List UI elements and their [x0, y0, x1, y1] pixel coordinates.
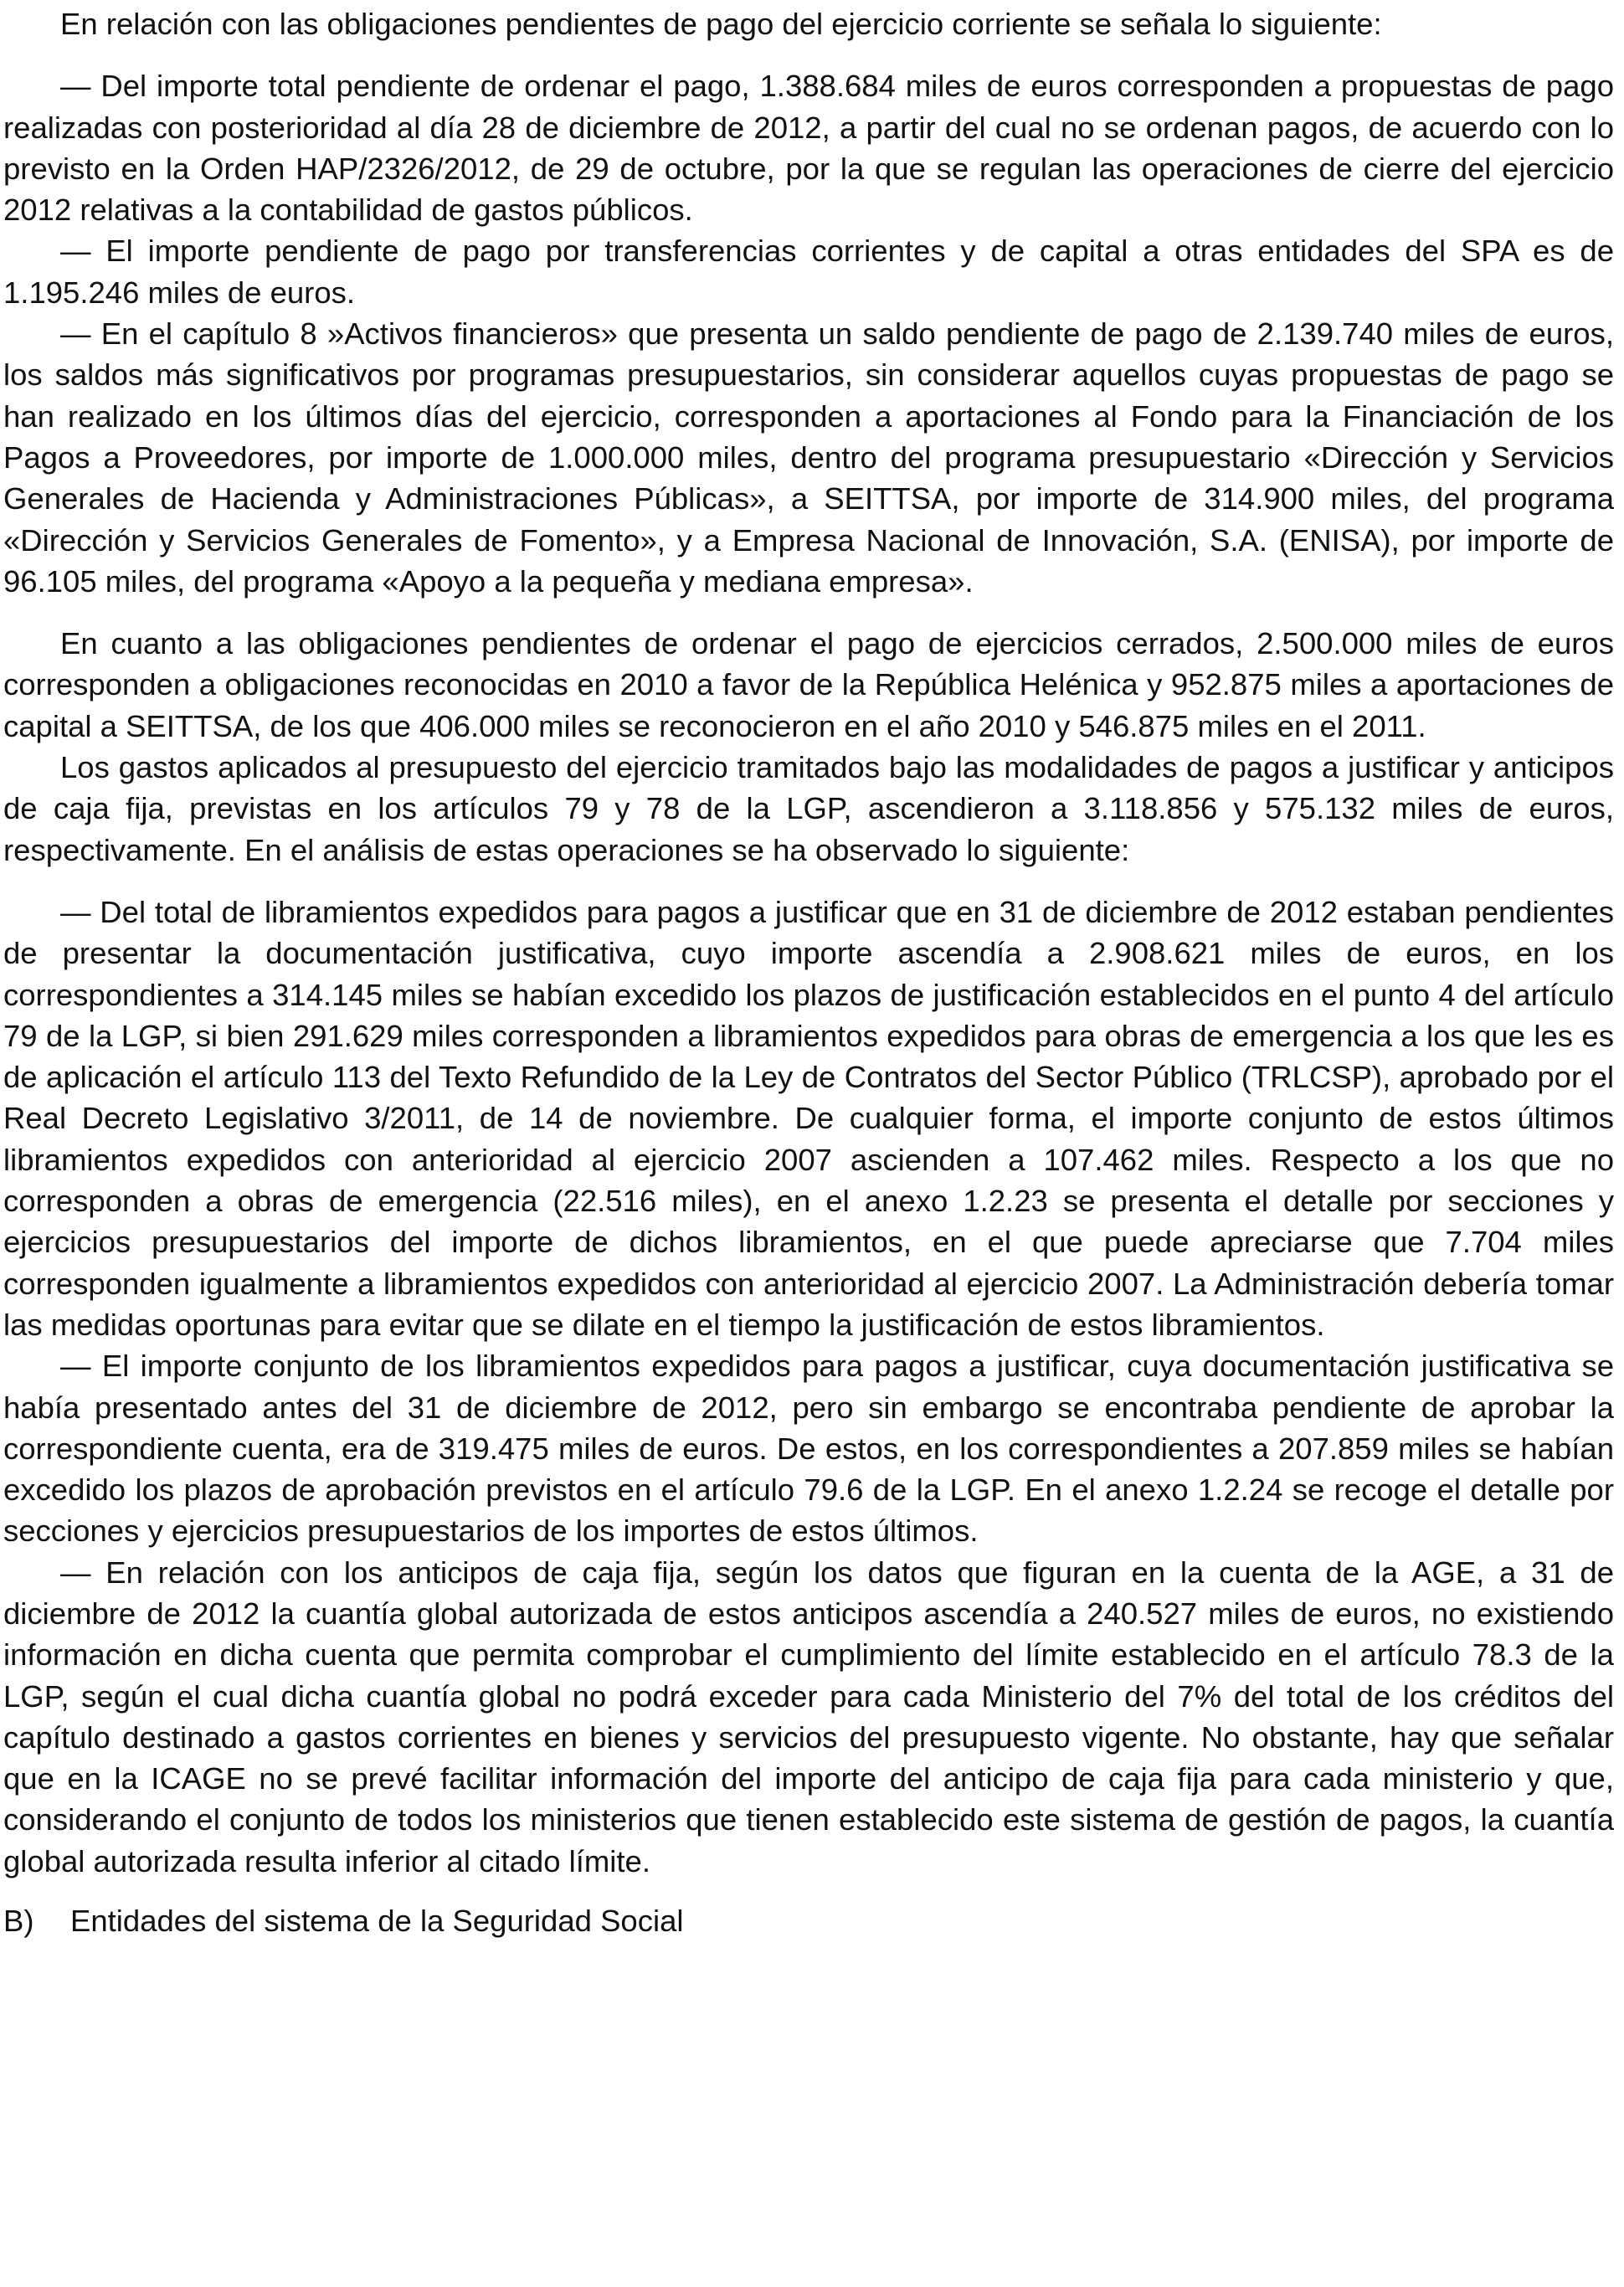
paragraph-warrants-pending-approval: — El importe conjunto de los libramientos expedidos para pagos a justificar, cuya documentación justificativa se había presentado antes del 31 de diciembre de 2012, pero sin embargo se encontraba pendiente de aprobar la correspondiente cuenta, era de 319.475 miles de euros. De estos, en los correspondientes a 207.859 miles se habían excedido los plazos de aprobación previstos en el artículo 79.6 de la LGP. En el anexo 1.2.24 se recoge el detalle por secciones y ejercicios presupuestarios de los importes de estos últimos.	[3, 1349, 1614, 1549]
section-heading-b	[3, 1900, 1614, 1941]
paragraph-payments-to-justify-intro: Los gastos aplicados al presupuesto del ejercicio tramitados bajo las modalidades de pagos a justificar y anticipos de caja fija, previstas en los artículos 79 y 78 de la LGP, ascendieron a 3.118.856 y 575.132 miles de euros, respectivamente. En el análisis de estas operaciones se ha observado lo siguiente:	[3, 750, 1614, 867]
section-title: Entidades del sistema de la Seguridad Social	[70, 1904, 684, 1939]
paragraph-warrants-pending-justification: — Del total de libramientos expedidos para pagos a justificar que en 31 de diciembre de 2012 estaban pendientes de presentar la documentación justificativa, cuyo importe ascendía a 2.908.621 miles de euros, en los correspondientes a 314.145 miles se habían excedido los plazos de justificación establecidos en el punto 4 del artículo 79 de la LGP, si bien 291.629 miles corresponden a libramientos expedidos para obras de emergencia a los que les es de aplicación el artículo 113 del Texto Refundido de la Ley de Contratos del Sector Público (TRLCSP), aprobado por el Real Decreto Legislativo 3/2011, de 14 de noviembre. De cualquier forma, el importe conjunto de estos últimos libramientos expedidos con anterioridad al ejercicio 2007 ascienden a 107.462 miles. Respecto a los que no corresponden a obras de emergencia (22.516 miles), en el anexo 1.2.23 se presenta el detalle por secciones y ejercicios presupuestarios del importe de dichos libramientos, en el que puede apreciarse que 7.704 miles corresponden igualmente a libramientos expedidos con anterioridad al ejercicio 2007. La Administración debería tomar las medidas oportunas para evitar que se dilate en el tiempo la justificación de estos libramientos.	[3, 894, 1614, 1342]
paragraph-chapter-8-financial-assets: — En el capítulo 8 »Activos financieros» que presenta un saldo pendiente de pago de 2.139.740 miles de euros, los saldos más significativos por programas presupuestarios, sin considerar aquellos cuyas propuestas de pago se han realizado en los últimos días del ejercicio, corresponden a aportaciones al Fondo para la Financiación de los Pagos a Proveedores, por importe de 1.000.000 miles, dentro del programa presupuestario «Dirección y Servicios Generales de Hacienda y Administraciones Públicas», a SEITTSA, por importe de 314.900 miles, del programa «Dirección y Servicios Generales de Fomento», y a Empresa Nacional de Innovación, S.A. (ENISA), por importe de 96.105 miles, del programa «Apoyo a la pequeña y mediana empresa».	[3, 316, 1614, 599]
paragraph-total-pending-order: — Del importe total pendiente de ordenar el pago, 1.388.684 miles de euros corresponden a propuestas de pago realizadas con posterioridad al día 28 de diciembre de 2012, a partir del cual no se ordenan pagos, de acuerdo con lo previsto en la Orden HAP/2326/2012, de 29 de octubre, por la que se regulan las operaciones de cierre del ejercicio 2012 relativas a la contabilidad de gastos públicos.	[3, 69, 1614, 228]
paragraph-transfers-pending: — El importe pendiente de pago por transferencias corrientes y de capital a otras entidades del SPA es de 1.195.246 miles de euros.	[3, 234, 1614, 310]
paragraph-fixed-cash-advances: — En relación con los anticipos de caja fija, según los datos que figuran en la cuenta de la AGE, a 31 de diciembre de 2012 la cuantía global autorizada de estos anticipos ascendía a 240.527 miles de euros, no existiendo información en dicha cuenta que permita comprobar el cumplimiento del límite establecido en el artículo 78.3 de la LGP, según el cual dicha cuantía global no podrá exceder para cada Ministerio del 7% del total de los créditos del capítulo destinado a gastos corrientes en bienes y servicios del presupuesto vigente. No obstante, hay que señalar que en la ICAGE no se prevé facilitar información del importe del anticipo de caja fija para cada ministerio y que, considerando el conjunto de todos los ministerios que tienen establecido este sistema de gestión de pagos, la cuantía global autorizada resulta inferior al citado límite.	[3, 1555, 1614, 1878]
paragraph-intro-pending-obligations: En relación con las obligaciones pendientes de pago del ejercicio corriente se señala lo siguiente:	[60, 7, 1382, 41]
section-letter: B)	[3, 1904, 34, 1939]
paragraph-closed-exercises: En cuanto a las obligaciones pendientes de ordenar el pago de ejercicios cerrados, 2.500.000 miles de euros corresponden a obligaciones reconocidas en 2010 a favor de la República Helénica y 952.875 miles a aportaciones de capital a SEITTSA, de los que 406.000 miles se reconocieron en el año 2010 y 546.875 miles en el 2011.	[3, 626, 1614, 743]
